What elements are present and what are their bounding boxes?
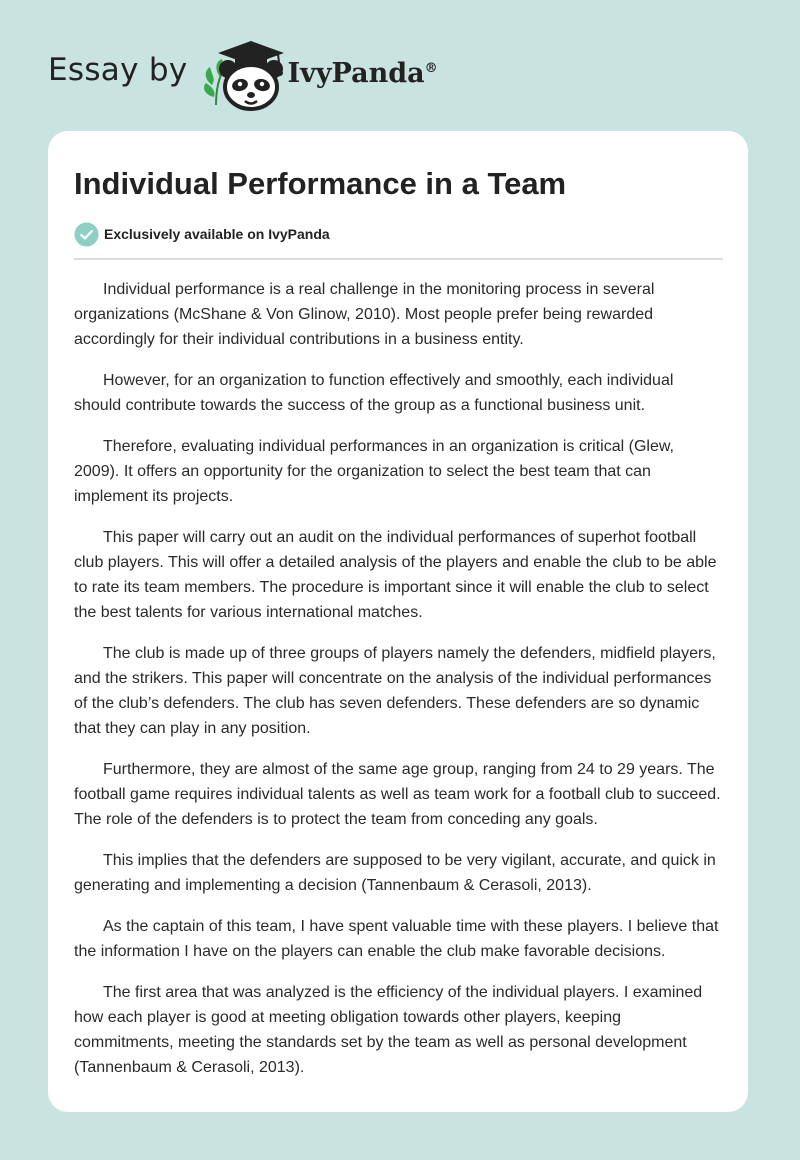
- article-content: [74, 165, 723, 1096]
- paragraph: However, for an organization to function effectively and smoothly, each individual should contribute towards the success of the group as a functional business unit.: [74, 372, 674, 414]
- paragraph: The club is made up of three groups of players namely the defenders, midfield players, and the strikers. This paper will concentrate on the analysis of the individual performances of the club’s defenders. The club has seven defenders. These defenders are so dynamic that they can play in any position.: [74, 645, 716, 737]
- registered-mark: ®: [424, 60, 438, 76]
- divider: [74, 258, 723, 260]
- paragraph: The first area that was analyzed is the efficiency of the individual players. I examined how each player is good at meeting obligation towards other players, keeping commitments, meeting the standards set by the team as well as personal development (Tannenbaum & Cerasoli, 2013).: [74, 984, 703, 1076]
- brand-name: IvyPanda®: [287, 57, 438, 89]
- brand-prefix: Essay by: [48, 52, 188, 88]
- check-circle-icon: [74, 222, 99, 247]
- brand-header: [48, 34, 438, 114]
- paragraph: Furthermore, they are almost of the same age group, ranging from 24 to 29 years. The football game requires individual talents as well as team work for a football club to succeed. The role of the defenders is to protect the team from conceding any goals.: [74, 761, 721, 828]
- paragraph: This paper will carry out an audit on the individual performances of superhot football club players. This will offer a detailed analysis of the players and enable the club to be able to rate its team members. The procedure is important since it will enable the club to select the best talents for various international matches.: [74, 529, 717, 621]
- exclusive-label: Exclusively available on IvyPanda: [104, 226, 330, 242]
- exclusive-badge: [74, 221, 723, 247]
- page-title: Individual Performance in a Team: [74, 166, 567, 201]
- paragraph: Therefore, evaluating individual performances in an organization is critical (Glew, 2009). It offers an opportunity for the organization to select the best team that can implement its projects.: [74, 438, 674, 505]
- panda-logo-icon: [198, 35, 290, 113]
- paragraph: As the captain of this team, I have spent valuable time with these players. I believe that the information I have on the players can enable the club make favorable decisions.: [74, 918, 719, 960]
- article-card: [48, 131, 748, 1112]
- paragraph: Individual performance is a real challenge in the monitoring process in several organizations (McShane & Von Glinow, 2010). Most people prefer being rewarded accordingly for their individual contributions in a business entity.: [74, 281, 655, 348]
- paragraph: This implies that the defenders are supposed to be very vigilant, accurate, and quick in generating and implementing a decision (Tannenbaum & Cerasoli, 2013).: [74, 852, 716, 894]
- article-body: [74, 277, 723, 1080]
